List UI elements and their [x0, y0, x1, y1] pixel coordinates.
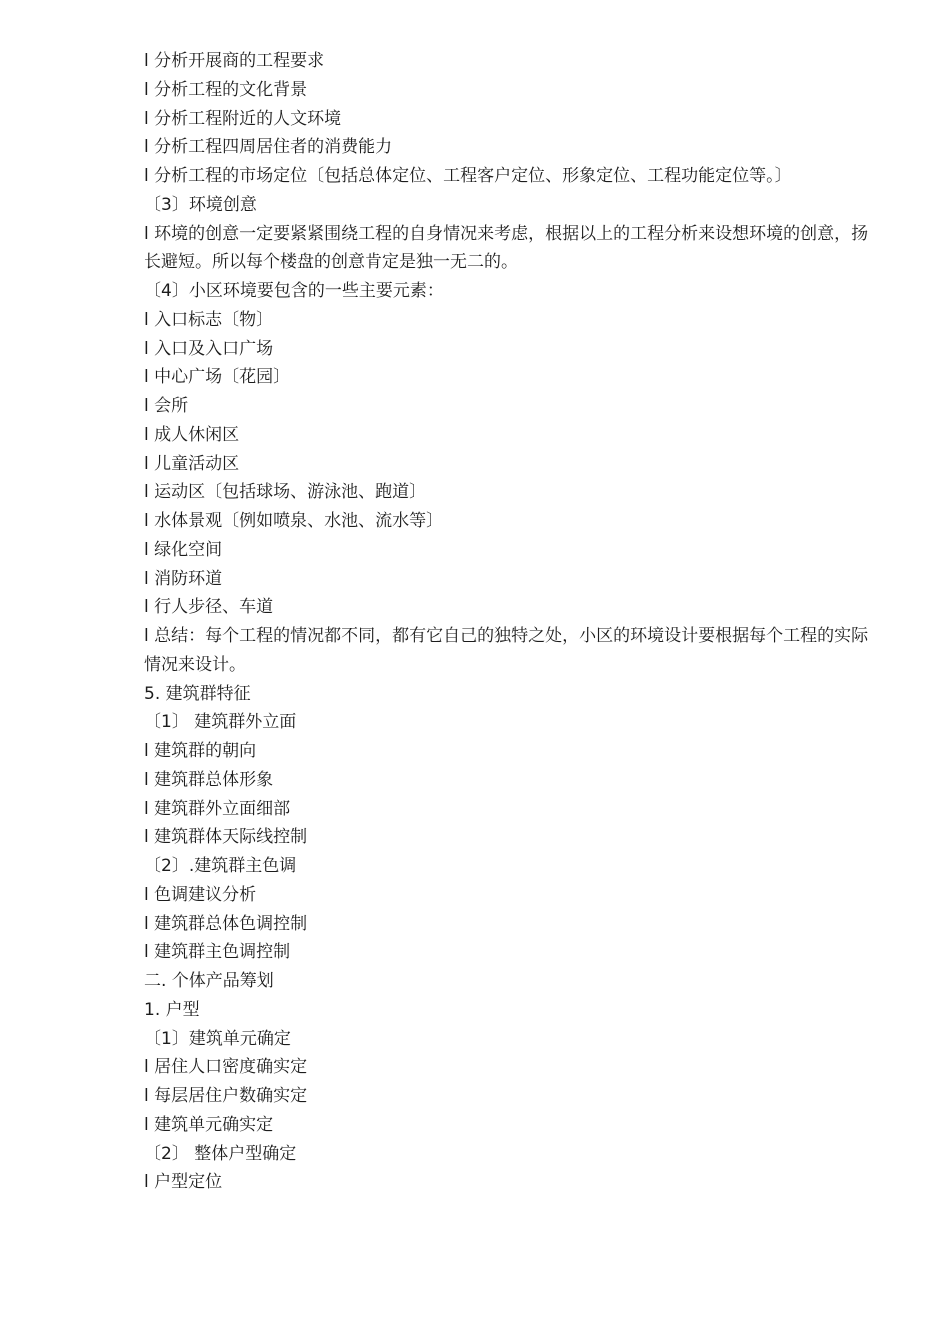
bullet-line: l 每层居住户数确实定 — [144, 1086, 308, 1106]
bullet-line: l 成人休闲区 — [144, 424, 240, 445]
section-heading: 〔3〕环境创意 — [144, 194, 257, 215]
bullet-line: l 行人步径、车道 — [144, 597, 274, 618]
bullet-paragraph: l 总结：每个工程的情况都不同，都有它自己的独特之处，小区的环境设计要根据每个工程的实际情况来设计。 — [144, 626, 869, 675]
bullet-line: l 水体景观〔例如喷泉、水池、流水等〕 — [144, 511, 444, 531]
section-heading: 〔1〕 建筑群外立面 — [144, 712, 297, 733]
bullet-line: l 建筑群体天际线控制 — [144, 827, 308, 848]
bullet-line: l 建筑群主色调控制 — [144, 942, 291, 963]
chapter-heading: 二. 个体产品筹划 — [144, 971, 274, 991]
section-heading: 1. 户型 — [144, 999, 200, 1020]
bullet-line: l 运动区〔包括球场、游泳池、跑道〕 — [144, 482, 427, 503]
bullet-line: l 分析工程的文化背景 — [144, 79, 308, 100]
section-heading: 5. 建筑群特征 — [144, 683, 251, 704]
bullet-line: l 儿童活动区 — [144, 453, 240, 474]
bullet-line: l 分析工程附近的人文环境 — [144, 108, 342, 129]
bullet-line: l 建筑群的朝向 — [144, 741, 257, 761]
section-heading: 〔2〕 整体户型确定 — [144, 1143, 297, 1164]
section-heading: 〔1〕建筑单元确定 — [144, 1028, 291, 1049]
bullet-paragraph: l 环境的创意一定要紧紧围绕工程的自身情况来考虑，根据以上的工程分析来设想环境的创意，扬长避短。所以每个楼盘的创意肯定是独一无二的。 — [144, 223, 869, 273]
bullet-line: l 中心广场〔花园〕 — [144, 367, 291, 388]
bullet-line: l 居住人口密度确实定 — [144, 1057, 308, 1078]
bullet-line: l 分析工程的市场定位〔包括总体定位、工程客户定位、形象定位、工程功能定位等。〕 — [144, 166, 792, 186]
bullet-line: l 绿化空间 — [144, 539, 223, 560]
section-heading: 〔2〕.建筑群主色调 — [144, 856, 297, 876]
section-heading: 〔4〕小区环境要包含的一些主要元素： — [144, 281, 444, 301]
bullet-line: l 会所 — [144, 396, 189, 416]
bullet-line: l 建筑群总体形象 — [144, 769, 274, 790]
bullet-line: l 建筑群总体色调控制 — [144, 913, 308, 934]
bullet-line: l 建筑群外立面细部 — [144, 798, 291, 819]
bullet-line: l 建筑单元确实定 — [144, 1114, 274, 1135]
bullet-line: l 分析工程四周居住者的消费能力 — [144, 137, 393, 158]
bullet-line: l 入口及入口广场 — [144, 338, 274, 359]
document-body — [144, 47, 874, 1197]
bullet-line: l 户型定位 — [144, 1172, 223, 1193]
bullet-line: l 入口标志〔物〕 — [144, 309, 274, 330]
bullet-line: l 分析开展商的工程要求 — [144, 51, 325, 71]
bullet-line: l 消防环道 — [144, 568, 223, 589]
bullet-line: l 色调建议分析 — [144, 884, 257, 905]
